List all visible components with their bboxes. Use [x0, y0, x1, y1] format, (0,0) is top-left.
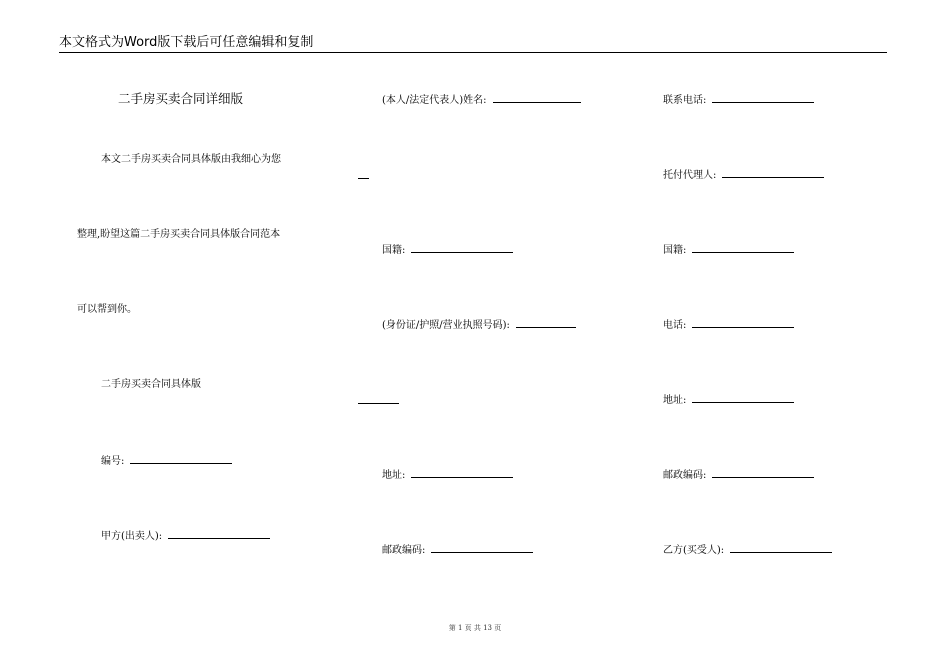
phone-label-a: 联系电话: — [663, 95, 707, 106]
page-footer: 第 1 页 共 13 页 — [448, 624, 502, 632]
party-b-label: 乙方(买受人): — [663, 545, 725, 556]
nationality-blank-b — [692, 242, 794, 253]
tel-field — [663, 317, 794, 333]
nationality-label-a: 国籍: — [382, 245, 406, 256]
postcode-label-b: 邮政编码: — [663, 470, 707, 481]
id-number-label: (身份证/护照/营业执照号码): — [382, 320, 510, 331]
name-label: (本人/法定代表人)姓名: — [382, 95, 487, 106]
address-label-b: 地址: — [663, 395, 687, 406]
party-a-field — [101, 528, 270, 544]
contract-subtitle: 二手房买卖合同具体版 — [101, 379, 201, 390]
nationality-label-b: 国籍: — [663, 245, 687, 256]
name-field — [382, 92, 581, 108]
postcode-blank-b — [712, 467, 814, 478]
party-a-label: 甲方(出卖人): — [101, 531, 163, 542]
id-number-field — [382, 317, 576, 333]
document-header: 本文格式为Word版下载后可任意编辑和复制 — [59, 34, 887, 53]
intro-line-1: 本文二手房买卖合同具体版由我细心为您 — [101, 154, 281, 165]
number-label: 编号: — [101, 456, 125, 467]
agent-blank — [722, 167, 824, 178]
postcode-field-b — [663, 467, 814, 483]
party-b-blank — [730, 542, 832, 553]
document-title: 二手房买卖合同详细版 — [118, 91, 244, 106]
address-blank-b — [692, 392, 794, 403]
party-b-field — [663, 542, 832, 558]
address-field-b — [663, 392, 794, 408]
address-field-a — [382, 467, 513, 483]
agent-label: 托付代理人: — [663, 170, 717, 181]
name-blank-continuation — [358, 178, 369, 179]
name-blank — [493, 92, 581, 103]
agent-field — [663, 167, 824, 183]
address-blank-a — [411, 467, 513, 478]
number-field — [101, 453, 232, 469]
number-blank — [130, 453, 232, 464]
party-a-blank — [168, 528, 270, 539]
nationality-field-a — [382, 242, 513, 258]
phone-field-a — [663, 92, 814, 108]
phone-blank-a — [712, 92, 814, 103]
postcode-label-a: 邮政编码: — [382, 545, 426, 556]
intro-line-2: 整理,盼望这篇二手房买卖合同具体版合同范本 — [77, 229, 281, 240]
intro-line-3: 可以帮到你。 — [77, 304, 137, 315]
nationality-blank-a — [411, 242, 513, 253]
tel-blank — [692, 317, 794, 328]
address-label-a: 地址: — [382, 470, 406, 481]
postcode-field-a — [382, 542, 533, 558]
nationality-field-b — [663, 242, 794, 258]
tel-label: 电话: — [663, 320, 687, 331]
id-number-blank-continuation — [358, 403, 399, 404]
id-number-blank — [516, 317, 576, 328]
postcode-blank-a — [431, 542, 533, 553]
